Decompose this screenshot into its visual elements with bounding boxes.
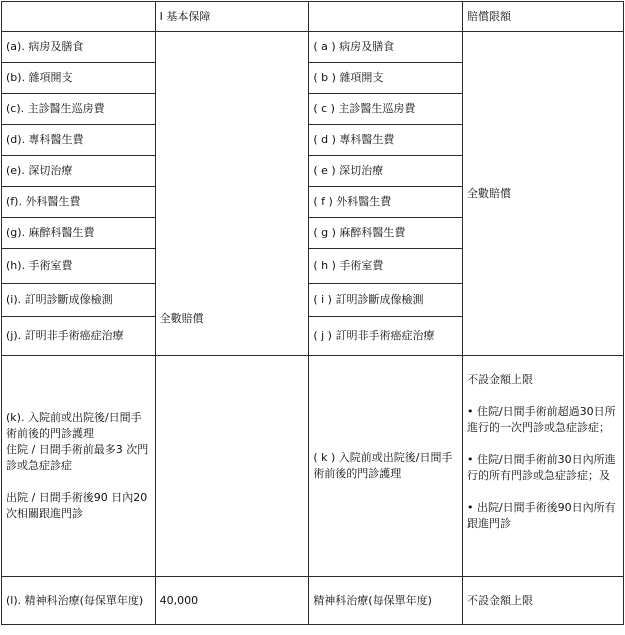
table-row-outpatient (2, 356, 624, 577)
outpatient-left-cell (2, 356, 156, 577)
spacer (467, 484, 619, 500)
outpatient-left-post: 出院 / 日間手術後90 日內20次相關跟進門診 (6, 491, 148, 520)
spacer (467, 388, 619, 404)
spacer (6, 474, 151, 490)
spacer (467, 436, 619, 452)
item-right: ( g ) 麻醉科醫生費 (309, 218, 463, 249)
item-left: (g). 麻醉科醫生費 (2, 218, 156, 249)
psychiatric-basic: 40,000 (155, 577, 309, 625)
item-left: (j). 訂明非手術癌症治療 (2, 317, 156, 356)
psychiatric-left: (l). 精神科治療(每保單年度) (2, 577, 156, 625)
outpatient-left-pre: 住院 / 日間手術前最多3 次門診或急症診症 (6, 443, 149, 472)
item-left: (d). 專科醫生費 (2, 125, 156, 156)
item-right: ( a ) 病房及膳食 (309, 32, 463, 63)
table-row-psychiatric (2, 577, 624, 625)
header-cell-empty-3 (309, 2, 463, 32)
item-right: ( d ) 專科醫生費 (309, 125, 463, 156)
outpatient-right-cell: ( k ) 入院前或出院後/日間手術前後的門診護理 (309, 356, 463, 577)
item-right: ( e ) 深切治療 (309, 156, 463, 187)
item-right: ( c ) 主診醫生巡房費 (309, 94, 463, 125)
outpatient-limit-bullet-2: • 住院/日間手術前30日內所進行的所有門診或急症診症；及 (466, 453, 616, 482)
item-left: (h). 手術室費 (2, 249, 156, 284)
item-left: (i). 訂明診斷成像檢測 (2, 284, 156, 317)
outpatient-basic-cell (155, 356, 309, 577)
header-compensation-limit: 賠償限額 (462, 2, 623, 32)
item-left: (c). 主診醫生巡房費 (2, 94, 156, 125)
outpatient-limit-bullet-3: • 出院/日間手術後90日內所有跟進門診 (466, 501, 616, 530)
item-right: ( h ) 手術室費 (309, 249, 463, 284)
item-left: (a). 病房及膳食 (2, 32, 156, 63)
outpatient-left-title: (k). 入院前或出院後/日間手術前後的門診護理 (6, 411, 142, 440)
outpatient-limit-cell (462, 356, 623, 577)
benefits-comparison-table (1, 1, 624, 625)
item-right: ( i ) 訂明診斷成像檢測 (309, 284, 463, 317)
psychiatric-limit: 不設金額上限 (462, 577, 623, 625)
limit-full-cell: 全數賠償 (462, 32, 623, 356)
header-basic-coverage: I 基本保障 (155, 2, 309, 32)
table-row (2, 32, 624, 63)
outpatient-limit-bullet-1: • 住院/日間手術前超過30日所進行的一次門診或急症診症； (466, 405, 616, 434)
header-cell-empty-1 (2, 2, 156, 32)
item-left: (f). 外科醫生費 (2, 187, 156, 218)
item-right: ( j ) 訂明非手術癌症治療 (309, 317, 463, 356)
item-right: ( b ) 雜項開支 (309, 63, 463, 94)
item-left: (e). 深切治療 (2, 156, 156, 187)
table-header-row (2, 2, 624, 32)
psychiatric-right: 精神科治療(每保單年度) (309, 577, 463, 625)
item-left: (b). 雜項開支 (2, 63, 156, 94)
basic-coverage-cell: 全數賠償 (155, 32, 309, 356)
outpatient-limit-title: 不設金額上限 (466, 373, 533, 386)
item-right: ( f ) 外科醫生費 (309, 187, 463, 218)
